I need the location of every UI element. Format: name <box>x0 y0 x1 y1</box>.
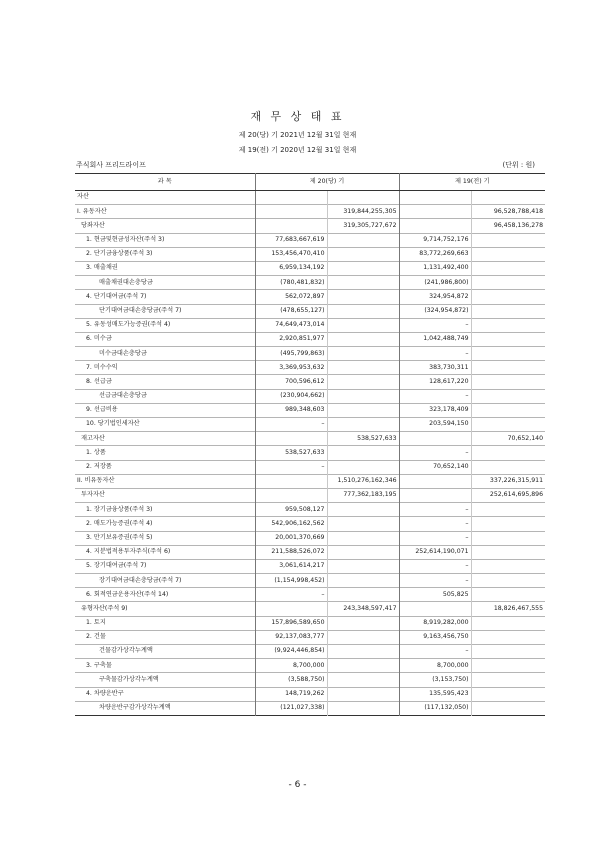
account-name-cell: 매출채권대손충당금 <box>75 276 255 290</box>
table-row <box>75 247 545 261</box>
prior-detail-amount-cell: – <box>399 347 471 361</box>
account-name-cell: II. 비유동자산 <box>75 474 255 488</box>
account-name-cell: 단기대여금대손충당금(주석 7) <box>75 304 255 318</box>
prior-detail-amount-cell: (324,954,872) <box>399 304 471 318</box>
prior-subtotal-amount-cell <box>471 517 545 531</box>
table-row <box>75 588 545 602</box>
prior-detail-amount-cell: (3,153,750) <box>399 673 471 687</box>
prior-subtotal-amount-cell <box>471 503 545 517</box>
account-name-cell: 자산 <box>75 191 255 205</box>
current-detail-amount-cell: – <box>255 418 327 432</box>
table-row <box>75 673 545 687</box>
prior-subtotal-amount-cell: 70,652,140 <box>507 434 544 442</box>
prior-detail-amount-cell: 128,617,220 <box>399 375 471 389</box>
account-name-cell: 8. 선급금 <box>75 375 255 389</box>
table-header-row <box>75 174 545 191</box>
table-row <box>75 460 545 474</box>
account-name-cell: 1. 장기금융상품(주석 3) <box>75 503 255 517</box>
current-detail-amount-cell: (3,588,750) <box>255 673 327 687</box>
prior-subtotal-amount-cell <box>471 460 545 474</box>
prior-subtotal-amount-cell <box>471 361 545 375</box>
prior-detail-amount-cell: – <box>399 574 471 588</box>
current-subtotal-amount-cell <box>327 545 399 559</box>
table-row <box>75 616 545 630</box>
account-name-cell: 2. 매도가능증권(주석 4) <box>75 517 255 531</box>
table-row <box>75 233 545 247</box>
current-subtotal-amount-cell <box>327 673 399 687</box>
prior-detail-amount-cell: 70,652,140 <box>399 460 471 474</box>
prior-period-line: 제 19(전) 기 2020년 12월 31일 현재 <box>238 146 357 154</box>
table-row <box>75 219 545 233</box>
current-detail-amount-cell: 542,906,162,562 <box>255 517 327 531</box>
prior-subtotal-amount-cell: 96,458,136,278 <box>493 221 544 229</box>
prior-subtotal-amount-cell: 18,826,467,555 <box>493 604 544 612</box>
prior-period-column-header: 제 19(전) 기 <box>399 174 545 191</box>
current-subtotal-amount-cell <box>327 446 399 460</box>
current-detail-amount-cell: 538,527,633 <box>255 446 327 460</box>
prior-subtotal-amount-cell <box>471 588 545 602</box>
prior-detail-amount-cell: 1,042,488,749 <box>399 332 471 346</box>
prior-subtotal-amount-cell: 252,614,695,896 <box>489 491 544 499</box>
table-row <box>75 517 545 531</box>
prior-subtotal-amount-cell <box>471 233 545 247</box>
current-detail-amount-cell: (121,027,338) <box>255 701 327 715</box>
prior-detail-amount-cell: – <box>399 318 471 332</box>
prior-detail-amount-cell: – <box>399 645 471 659</box>
table-row <box>75 545 545 559</box>
current-subtotal-amount-cell <box>327 588 399 602</box>
prior-subtotal-amount-cell <box>471 389 545 403</box>
prior-subtotal-amount-cell <box>471 247 545 261</box>
prior-subtotal-amount-cell <box>471 701 545 715</box>
current-subtotal-amount-cell <box>327 191 399 205</box>
current-detail-amount-cell: 153,456,470,410 <box>255 247 327 261</box>
current-subtotal-amount-cell <box>327 247 399 261</box>
account-name-cell: 4. 단기대여금(주석 7) <box>75 290 255 304</box>
prior-detail-amount-cell: 324,954,872 <box>399 290 471 304</box>
table-row <box>75 432 545 446</box>
current-subtotal-amount-cell <box>327 233 399 247</box>
current-detail-amount-cell <box>255 219 327 233</box>
current-detail-amount-cell: 562,072,897 <box>255 290 327 304</box>
prior-detail-amount-cell <box>399 488 471 502</box>
current-detail-amount-cell <box>255 602 327 616</box>
current-detail-amount-cell <box>255 191 327 205</box>
current-subtotal-amount-cell <box>327 361 399 375</box>
prior-subtotal-amount-cell <box>471 645 545 659</box>
prior-detail-amount-cell: 8,919,282,000 <box>399 616 471 630</box>
account-name-cell: 10. 당기법인세자산 <box>75 418 255 432</box>
prior-subtotal-amount-cell <box>471 659 545 673</box>
table-row <box>75 474 545 488</box>
current-detail-amount-cell: 3,061,614,217 <box>255 559 327 573</box>
current-subtotal-amount-cell <box>327 616 399 630</box>
table-row <box>75 659 545 673</box>
current-detail-amount-cell: 6,959,134,192 <box>255 261 327 275</box>
current-detail-amount-cell <box>255 488 327 502</box>
account-name-cell: 3. 구축물 <box>75 659 255 673</box>
prior-detail-amount-cell <box>399 474 471 488</box>
current-detail-amount-cell <box>255 474 327 488</box>
prior-subtotal-amount-cell <box>471 403 545 417</box>
company-name: 주식회사 프리드라이프 <box>76 161 146 169</box>
table-row <box>75 361 545 375</box>
account-name-cell: 7. 미수수익 <box>75 361 255 375</box>
current-detail-amount-cell: 92,137,083,777 <box>255 630 327 644</box>
current-detail-amount-cell: (9,924,446,854) <box>255 645 327 659</box>
current-detail-amount-cell: 8,700,000 <box>255 659 327 673</box>
current-detail-amount-cell: 989,348,603 <box>255 403 327 417</box>
account-name-cell: I. 유동자산 <box>75 205 255 219</box>
prior-detail-amount-cell: 83,772,269,663 <box>399 247 471 261</box>
current-subtotal-amount-cell: 1,510,276,162,346 <box>327 474 399 488</box>
table-row <box>75 389 545 403</box>
current-detail-amount-cell: – <box>255 460 327 474</box>
table-row <box>75 630 545 644</box>
prior-detail-amount-cell: 1,131,492,400 <box>399 261 471 275</box>
table-row <box>75 418 545 432</box>
prior-detail-amount-cell: 252,614,190,071 <box>399 545 471 559</box>
prior-subtotal-amount-cell <box>471 559 545 573</box>
current-detail-amount-cell: 20,001,370,669 <box>255 531 327 545</box>
current-detail-amount-cell: 77,683,667,619 <box>255 233 327 247</box>
table-row <box>75 304 545 318</box>
prior-detail-amount-cell: 9,714,752,176 <box>399 233 471 247</box>
account-name-cell: 3. 만기보유증권(주석 5) <box>75 531 255 545</box>
current-detail-amount-cell: – <box>255 588 327 602</box>
account-name-cell: 5. 장기대여금(주석 7) <box>75 559 255 573</box>
account-name-cell: 재고자산 <box>75 432 255 446</box>
current-subtotal-amount-cell <box>327 418 399 432</box>
prior-detail-amount-cell: 9,163,456,750 <box>399 630 471 644</box>
current-period-column-header: 제 20(당) 기 <box>255 174 399 191</box>
prior-subtotal-amount-cell <box>471 276 545 290</box>
current-subtotal-amount-cell <box>327 347 399 361</box>
account-name-cell: 6. 미수금 <box>75 332 255 346</box>
prior-subtotal-amount-cell <box>471 304 545 318</box>
account-name-cell: 장기대여금대손충당금(주석 7) <box>75 574 255 588</box>
prior-detail-amount-cell: 203,594,150 <box>399 418 471 432</box>
prior-subtotal-amount-cell <box>471 318 545 332</box>
prior-subtotal-amount-cell: 96,528,788,418 <box>493 207 544 215</box>
prior-detail-amount-cell: – <box>399 446 471 460</box>
current-detail-amount-cell: 2,920,851,977 <box>255 332 327 346</box>
current-detail-amount-cell: (780,481,832) <box>255 276 327 290</box>
current-detail-amount-cell: 3,369,953,632 <box>255 361 327 375</box>
current-subtotal-amount-cell <box>327 403 399 417</box>
account-name-cell: 선급금대손충당금 <box>75 389 255 403</box>
table-row <box>75 488 545 502</box>
account-name-cell: 투자자산 <box>75 488 255 502</box>
account-name-cell: 5. 유동성매도가능증권(주석 4) <box>75 318 255 332</box>
prior-subtotal-amount-cell <box>471 531 545 545</box>
prior-detail-amount-cell: – <box>399 531 471 545</box>
current-detail-amount-cell: 148,719,262 <box>255 687 327 701</box>
current-subtotal-amount-cell <box>327 375 399 389</box>
table-row <box>75 701 545 715</box>
current-subtotal-amount-cell: 538,527,633 <box>327 432 399 446</box>
prior-detail-amount-cell: (241,986,800) <box>399 276 471 290</box>
account-name-cell: 건물감가상각누계액 <box>75 645 255 659</box>
table-row <box>75 503 545 517</box>
table-row <box>75 347 545 361</box>
prior-subtotal-amount-cell <box>471 290 545 304</box>
account-name-cell: 3. 매출채권 <box>75 261 255 275</box>
prior-detail-amount-cell <box>399 219 471 233</box>
table-row <box>75 559 545 573</box>
prior-detail-amount-cell <box>399 432 471 446</box>
account-column-header: 과 목 <box>75 174 255 191</box>
current-subtotal-amount-cell <box>327 261 399 275</box>
account-name-cell: 2. 저장품 <box>75 460 255 474</box>
prior-detail-amount-cell <box>399 602 471 616</box>
current-subtotal-amount-cell <box>327 687 399 701</box>
current-detail-amount-cell: (230,904,662) <box>255 389 327 403</box>
current-subtotal-amount-cell <box>327 503 399 517</box>
table-row <box>75 687 545 701</box>
prior-subtotal-amount-cell <box>471 616 545 630</box>
prior-detail-amount-cell: (117,132,050) <box>399 701 471 715</box>
currency-unit: (단위 : 원) <box>502 161 535 169</box>
current-subtotal-amount-cell <box>327 332 399 346</box>
prior-subtotal-amount-cell <box>471 191 545 205</box>
account-name-cell: 차량운반구감가상각누계액 <box>75 701 255 715</box>
current-detail-amount-cell: (478,655,127) <box>255 304 327 318</box>
current-subtotal-amount-cell <box>327 517 399 531</box>
current-subtotal-amount-cell <box>327 460 399 474</box>
table-row <box>75 446 545 460</box>
current-subtotal-amount-cell <box>327 276 399 290</box>
prior-detail-amount-cell: 323,178,409 <box>399 403 471 417</box>
prior-subtotal-amount-cell <box>471 673 545 687</box>
current-subtotal-amount-cell <box>327 290 399 304</box>
prior-detail-amount-cell: – <box>399 517 471 531</box>
current-detail-amount-cell: (1,154,998,452) <box>255 574 327 588</box>
prior-subtotal-amount-cell <box>471 630 545 644</box>
prior-detail-amount-cell: 383,730,311 <box>399 361 471 375</box>
current-subtotal-amount-cell <box>327 701 399 715</box>
prior-subtotal-amount-cell <box>471 375 545 389</box>
current-detail-amount-cell: 74,649,473,014 <box>255 318 327 332</box>
current-subtotal-amount-cell <box>327 389 399 403</box>
current-subtotal-amount-cell: 243,348,597,417 <box>327 602 399 616</box>
table-row <box>75 191 545 205</box>
current-subtotal-amount-cell: 319,305,727,672 <box>327 219 399 233</box>
account-name-cell: 9. 선급비용 <box>75 403 255 417</box>
current-subtotal-amount-cell <box>327 531 399 545</box>
prior-detail-amount-cell: – <box>399 559 471 573</box>
prior-subtotal-amount-cell <box>471 332 545 346</box>
table-row <box>75 531 545 545</box>
account-name-cell: 1. 현금및현금성자산(주석 3) <box>75 233 255 247</box>
account-name-cell: 유형자산(주석 9) <box>75 602 255 616</box>
current-subtotal-amount-cell <box>327 659 399 673</box>
page-number: - 6 - <box>288 780 307 790</box>
current-detail-amount-cell <box>255 432 327 446</box>
account-name-cell: 1. 상품 <box>75 446 255 460</box>
current-subtotal-amount-cell <box>327 574 399 588</box>
prior-subtotal-amount-cell <box>471 574 545 588</box>
account-name-cell: 2. 건물 <box>75 630 255 644</box>
account-name-cell: 2. 단기금융상품(주석 3) <box>75 247 255 261</box>
current-subtotal-amount-cell <box>327 559 399 573</box>
table-row <box>75 574 545 588</box>
table-row <box>75 318 545 332</box>
account-name-cell: 4. 차량운반구 <box>75 687 255 701</box>
statement-title: 재 무 상 태 표 <box>250 110 345 123</box>
prior-subtotal-amount-cell: 337,226,315,911 <box>489 477 544 485</box>
prior-subtotal-amount-cell <box>471 687 545 701</box>
current-subtotal-amount-cell <box>327 318 399 332</box>
current-subtotal-amount-cell: 777,362,183,195 <box>327 488 399 502</box>
table-row <box>75 205 545 219</box>
current-detail-amount-cell: 959,508,127 <box>255 503 327 517</box>
current-detail-amount-cell: 211,588,526,072 <box>255 545 327 559</box>
account-name-cell: 미수금대손충당금 <box>75 347 255 361</box>
prior-detail-amount-cell: 505,825 <box>399 588 471 602</box>
table-row <box>75 375 545 389</box>
prior-subtotal-amount-cell <box>471 545 545 559</box>
current-subtotal-amount-cell <box>327 630 399 644</box>
table-row <box>75 276 545 290</box>
prior-detail-amount-cell: – <box>399 389 471 403</box>
current-detail-amount-cell: 157,896,589,650 <box>255 616 327 630</box>
account-name-cell: 4. 지분법적용투자주식(주석 6) <box>75 545 255 559</box>
prior-subtotal-amount-cell <box>471 347 545 361</box>
current-detail-amount-cell: (495,799,863) <box>255 347 327 361</box>
balance-sheet-body <box>75 191 545 716</box>
account-name-cell: 구축물감가상각누계액 <box>75 673 255 687</box>
prior-detail-amount-cell: 8,700,000 <box>399 659 471 673</box>
current-detail-amount-cell <box>255 205 327 219</box>
table-row <box>75 290 545 304</box>
prior-detail-amount-cell: 135,595,423 <box>399 687 471 701</box>
current-subtotal-amount-cell <box>327 645 399 659</box>
balance-sheet-table <box>75 173 545 716</box>
table-row <box>75 645 545 659</box>
prior-subtotal-amount-cell <box>471 418 545 432</box>
current-subtotal-amount-cell: 319,844,255,305 <box>327 205 399 219</box>
prior-detail-amount-cell: – <box>399 503 471 517</box>
account-name-cell: 1. 토지 <box>75 616 255 630</box>
prior-subtotal-amount-cell <box>471 446 545 460</box>
account-name-cell: 당좌자산 <box>75 219 255 233</box>
table-row <box>75 332 545 346</box>
table-row <box>75 403 545 417</box>
current-subtotal-amount-cell <box>327 304 399 318</box>
current-period-line: 제 20(당) 기 2021년 12월 31일 현재 <box>238 131 357 139</box>
prior-detail-amount-cell <box>399 205 471 219</box>
current-detail-amount-cell: 700,596,612 <box>255 375 327 389</box>
prior-subtotal-amount-cell <box>471 261 545 275</box>
table-row <box>75 602 545 616</box>
table-row <box>75 261 545 275</box>
account-name-cell: 6. 회적연금운용자산(주석 14) <box>75 588 255 602</box>
prior-detail-amount-cell <box>399 191 471 205</box>
